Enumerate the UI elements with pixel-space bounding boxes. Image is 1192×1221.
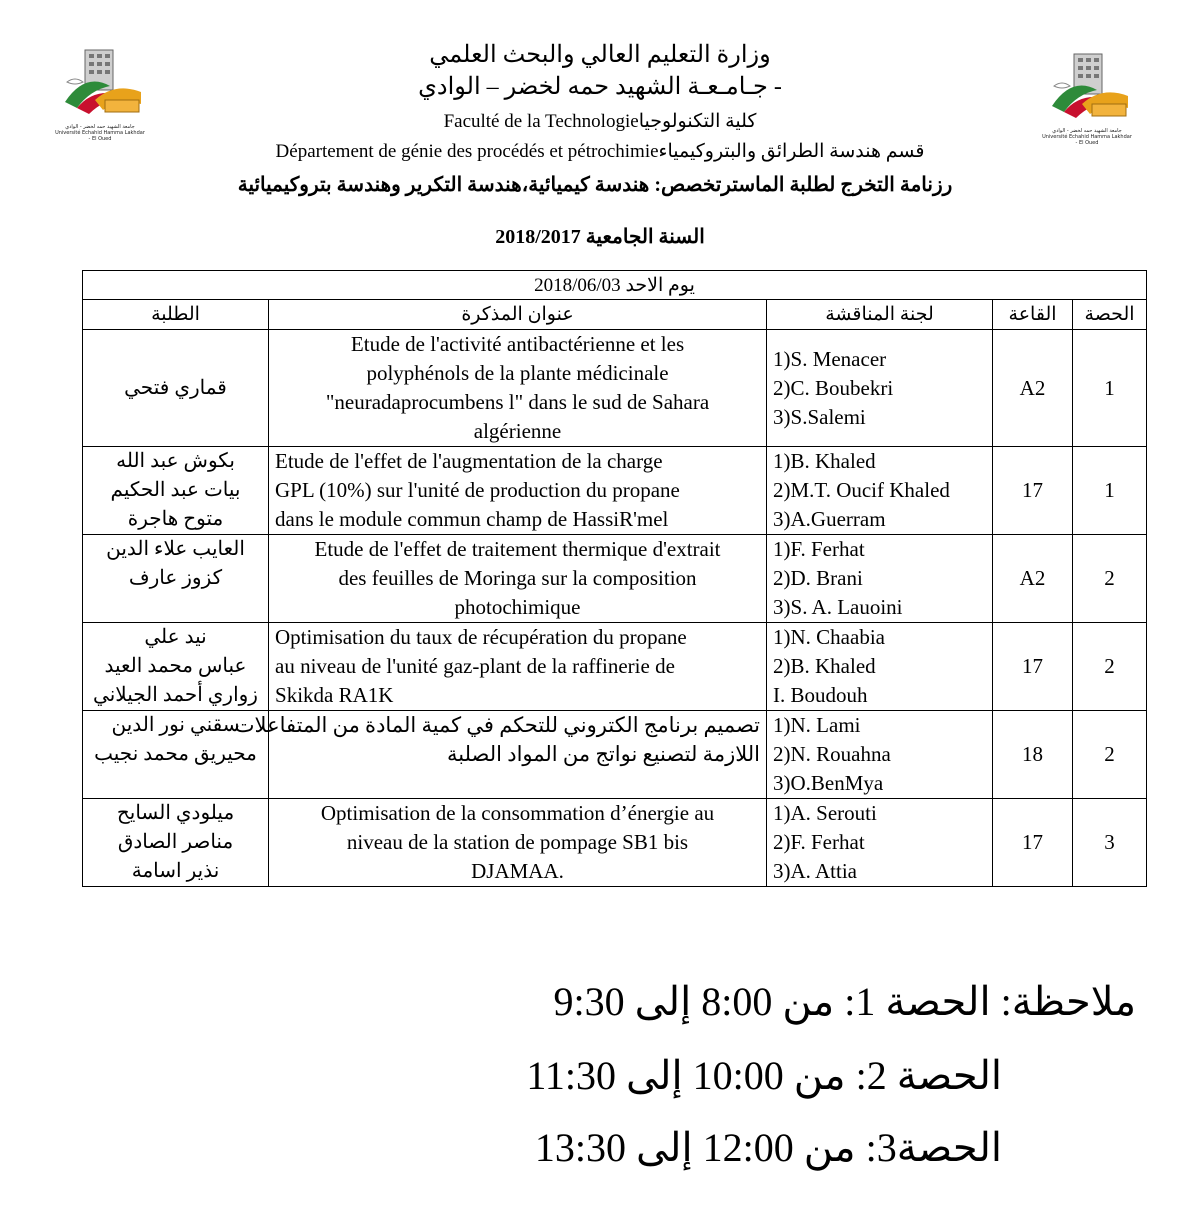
student-name: نيد علي bbox=[144, 626, 207, 648]
jury-cell bbox=[767, 711, 993, 799]
title-line: DJAMAA. bbox=[471, 859, 564, 883]
thesis-title-cell bbox=[269, 330, 767, 447]
table-row bbox=[83, 623, 1147, 711]
room-cell: 18 bbox=[993, 711, 1073, 799]
jury-member: 1)N. Lami bbox=[773, 713, 861, 737]
table-row bbox=[83, 447, 1147, 535]
ministry-title: وزارة التعليم العالي والبحث العلمي bbox=[429, 42, 771, 68]
defense-schedule-table bbox=[82, 270, 1147, 887]
jury-member: 3)S.Salemi bbox=[773, 404, 866, 429]
jury-cell bbox=[767, 799, 993, 887]
room-cell: 17 bbox=[993, 623, 1073, 711]
logo-caption: جامعة الشهيد حمه لخضر - الوادي Université Echahid Hamma Lakhdar - El Oued bbox=[55, 124, 145, 142]
thesis-title-cell bbox=[269, 623, 767, 711]
title-line: Optimisation du taux de récupération du propane bbox=[275, 625, 687, 649]
jury-cell bbox=[767, 535, 993, 623]
jury-member: 1)F. Ferhat bbox=[773, 537, 865, 561]
logo-caption: جامعة الشهيد حمه لخضر - الوادي Université Echahid Hamma Lakhdar - El Oued bbox=[1042, 128, 1132, 146]
university-emblem-icon bbox=[55, 42, 145, 122]
jury-cell bbox=[767, 330, 993, 447]
faculty-title: Faculté de la Technologieكلية التكنولوجيا bbox=[443, 111, 757, 132]
note-session-1: ملاحظة: الحصة 1: من 8:00 إلى 9:30 bbox=[553, 979, 1136, 1024]
jury-member: 3)A.Guerram bbox=[773, 507, 886, 531]
session-cell: 2 bbox=[1073, 623, 1147, 711]
jury-member: 2)D. Brani bbox=[773, 566, 863, 590]
student-name: مناصر الصادق bbox=[117, 831, 234, 853]
jury-cell bbox=[767, 623, 993, 711]
student-name: بيات عبد الحكيم bbox=[110, 479, 241, 501]
room-cell: 17 bbox=[993, 799, 1073, 887]
column-header-room: القاعة bbox=[993, 300, 1073, 330]
title-line: polyphénols de la plante médicinale bbox=[366, 361, 669, 385]
title-line: Etude de l'effet de l'augmentation de la charge bbox=[275, 449, 663, 473]
note-session-3: الحصة3: من 12:00 إلى 13:30 bbox=[534, 1125, 1002, 1170]
thesis-title-cell bbox=[269, 799, 767, 887]
day-row bbox=[83, 271, 1147, 300]
students-cell bbox=[83, 330, 269, 447]
students-cell bbox=[83, 799, 269, 887]
jury-member: 2)F. Ferhat bbox=[773, 830, 865, 854]
column-header-title: عنوان المذكرة bbox=[269, 300, 767, 330]
jury-member: 1)A. Serouti bbox=[773, 801, 877, 825]
students-cell bbox=[83, 535, 269, 623]
session-cell: 1 bbox=[1073, 447, 1147, 535]
table-row bbox=[83, 330, 1147, 447]
note-session-2: الحصة 2: من 10:00 إلى 11:30 bbox=[526, 1053, 1002, 1098]
thesis-title-cell bbox=[269, 447, 767, 535]
student-name: قماري فتحي bbox=[124, 376, 227, 399]
table-row bbox=[83, 711, 1147, 799]
jury-cell bbox=[767, 447, 993, 535]
header-row bbox=[83, 300, 1147, 330]
column-header-students: الطلبة bbox=[83, 300, 269, 330]
table-row bbox=[83, 799, 1147, 887]
title-line: photochimique bbox=[454, 595, 581, 619]
student-name: متوح هاجرة bbox=[127, 508, 224, 530]
title-line: تصميم برنامج الكتروني للتحكم في كمية المادة من المتفاعلات bbox=[234, 713, 761, 737]
column-header-jury: لجنة المناقشة bbox=[767, 300, 993, 330]
jury-member: 2)C. Boubekri bbox=[773, 375, 894, 400]
room-cell: 17 bbox=[993, 447, 1073, 535]
title-line: "neuradaprocumbens l" dans le sud de Sahara bbox=[325, 390, 710, 414]
column-header-session: الحصة bbox=[1073, 300, 1147, 330]
student-name: كزوز عارف bbox=[128, 567, 223, 589]
student-name: نذير اسامة bbox=[131, 860, 220, 882]
student-name: العايب علاء الدين bbox=[106, 538, 245, 560]
title-line: niveau de la station de pompage SB1 bis bbox=[346, 830, 689, 854]
department-title: Département de génie des procédés et pétrochimieقسم هندسة الطرائق والبتروكيمياء bbox=[275, 141, 925, 162]
schedule-title: رزنامة التخرج لطلبة الماسترتخصص: هندسة كيميائية،هندسة التكرير وهندسة بتروكيميائية bbox=[237, 174, 953, 196]
thesis-title-cell bbox=[269, 535, 767, 623]
title-line: dans le module commun champ de HassiR'mel bbox=[275, 507, 669, 531]
student-name: ميلودي السايح bbox=[116, 802, 235, 824]
jury-member: 1)S. Menacer bbox=[773, 346, 887, 371]
table-row bbox=[83, 535, 1147, 623]
jury-member: 1)B. Khaled bbox=[773, 449, 876, 473]
student-name: محيريق محمد نجيب bbox=[94, 743, 257, 765]
students-cell bbox=[83, 623, 269, 711]
jury-member: 3)S. A. Lauoini bbox=[773, 595, 903, 619]
academic-year: السنة الجامعية 2018/2017 bbox=[495, 226, 705, 248]
jury-member: 2)M.T. Oucif Khaled bbox=[773, 478, 950, 502]
jury-member: 1)N. Chaabia bbox=[773, 625, 885, 649]
session-cell: 2 bbox=[1073, 535, 1147, 623]
student-name: سقني نور الدين bbox=[111, 714, 240, 736]
session-cell: 3 bbox=[1073, 799, 1147, 887]
title-line: Optimisation de la consommation d’énergie au bbox=[320, 801, 715, 825]
title-line: au niveau de l'unité gaz-plant de la raffinerie de bbox=[275, 654, 675, 678]
student-name: زواري أحمد الجيلاني bbox=[93, 684, 258, 706]
jury-member: 2)N. Rouahna bbox=[773, 742, 891, 766]
title-line: Etude de l'activité antibactérienne et les bbox=[350, 332, 685, 356]
university-emblem-icon bbox=[1042, 46, 1132, 126]
session-cell: 2 bbox=[1073, 711, 1147, 799]
session-cell: 1 bbox=[1073, 330, 1147, 447]
room-cell: A2 bbox=[993, 330, 1073, 447]
title-line: GPL (10%) sur l'unité de production du propane bbox=[275, 478, 680, 502]
jury-member: 3)A. Attia bbox=[773, 859, 858, 883]
title-line: algérienne bbox=[473, 419, 562, 443]
thesis-title-cell bbox=[234, 711, 767, 799]
student-name: عباس محمد العيد bbox=[104, 655, 247, 677]
university-logo-left bbox=[55, 42, 145, 142]
title-line: des feuilles de Moringa sur la composition bbox=[338, 566, 697, 590]
title-line: Skikda RA1K bbox=[275, 683, 394, 707]
university-logo-right bbox=[1042, 46, 1132, 146]
student-name: بكوش عبد الله bbox=[116, 450, 235, 472]
jury-member: 2)B. Khaled bbox=[773, 654, 876, 678]
title-line: اللازمة لتصنيع نواتج من المواد الصلبة bbox=[446, 742, 761, 766]
title-line: Etude de l'effet de traitement thermique d'extrait bbox=[314, 537, 721, 561]
jury-member: 3)O.BenMya bbox=[773, 771, 884, 795]
room-cell: A2 bbox=[993, 535, 1073, 623]
day-label: يوم الاحد 2018/06/03 bbox=[83, 271, 1147, 300]
university-title: جـامـعـة الشهيد حمه لخضر – الوادي - bbox=[418, 74, 782, 100]
jury-member: I. Boudouh bbox=[773, 683, 868, 707]
students-cell bbox=[83, 447, 269, 535]
